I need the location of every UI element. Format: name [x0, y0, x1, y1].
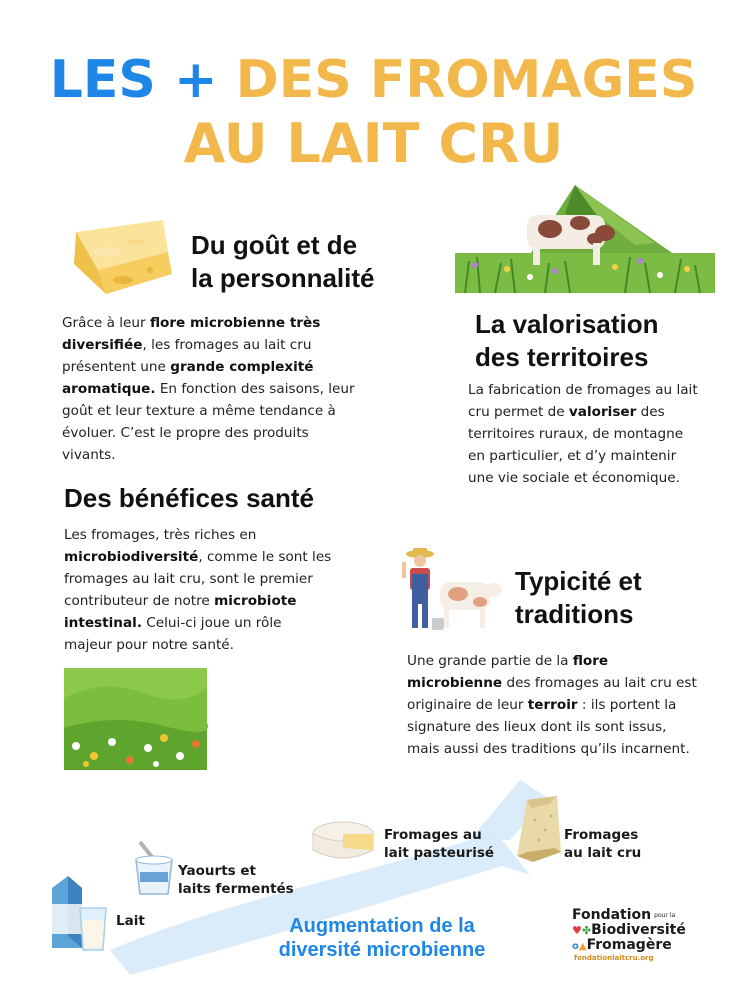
camembert-icon	[310, 818, 376, 866]
text: Grâce à leur	[62, 315, 150, 331]
emphasis: flore microbienne	[407, 653, 609, 691]
mountain-pasture-cow-icon	[455, 183, 715, 293]
heading-gout-line1: Du goût et de	[191, 230, 358, 260]
heading-territoires-line1: La valorisation	[475, 309, 659, 339]
logo-biodiversite-text: Biodiversité	[591, 922, 686, 938]
circle-icon: o	[572, 941, 579, 952]
heading-territoires-line2: des territoires	[475, 342, 649, 372]
logo-line3	[572, 938, 686, 954]
logo-url[interactable]: fondationlaitcru.org	[574, 954, 654, 962]
raw-cheese-wedge-icon	[515, 796, 565, 864]
page-title-line2: AU LAIT CRU	[183, 112, 564, 175]
emphasis: valoriser	[568, 404, 637, 420]
title-plus: +	[173, 50, 218, 110]
label-yaourts-line1: Yaourts et	[178, 863, 256, 879]
text: , les fromages au lait cru présentent une	[62, 337, 312, 375]
label-augmentation-line2: diversité microbienne	[278, 939, 486, 961]
emphasis: flore microbienne très diversifiée	[62, 315, 321, 353]
page-title-line1	[0, 50, 747, 110]
emphasis: microbiote intestinal.	[64, 593, 297, 631]
emphasis: terroir	[527, 697, 578, 713]
milk-glass-icon	[78, 906, 108, 952]
label-laitcru	[564, 826, 641, 862]
logo-line2	[572, 923, 686, 938]
heart-icon: ♥	[572, 924, 582, 937]
logo-fondation[interactable]	[572, 908, 686, 963]
title-des-fromages: DES FROMAGES	[235, 50, 698, 110]
yogurt-cup-icon	[132, 840, 176, 896]
label-pasteurise-line1: Fromages au	[384, 827, 482, 843]
text: : ils portent la signature des lieux dont ils sont issus, mais aussi des traditions qu’ils incarnent.	[407, 697, 690, 757]
heading-sante: Des bénéfices santé	[64, 483, 315, 513]
label-augmentation-line1: Augmentation de la	[289, 915, 475, 937]
text: Les fromages, très riches en	[64, 527, 257, 543]
label-augmentation	[258, 914, 506, 962]
heading-gout-line2: la personnalité	[191, 263, 375, 293]
logo-fondation-text: Fondation	[572, 907, 652, 923]
text: Celui-ci joue un rôle majeur pour notre santé.	[64, 615, 282, 653]
heading-typicite-line2: traditions	[515, 599, 634, 629]
heading-typicite-line1: Typicité et	[515, 566, 642, 596]
heading-gout	[191, 229, 375, 295]
paragraph-typicite	[407, 650, 699, 760]
title-les: LES	[49, 50, 156, 110]
paragraph-territoires	[468, 379, 698, 489]
label-pasteurise	[384, 826, 494, 862]
emphasis: grande complexité aromatique.	[62, 359, 314, 397]
flower-meadow-icon	[64, 668, 207, 770]
label-yaourts-line2: laits fermentés	[178, 881, 294, 897]
text: La fabrication de fromages au lait cru permet de	[468, 382, 698, 420]
text: En fonction des saisons, leur goût et leur texture a même tendance à évoluer. C’est le propre des produits vivants.	[62, 381, 355, 463]
cheese-wedge-icon	[68, 212, 178, 297]
triangle-icon: ▲	[578, 941, 587, 952]
paragraph-sante	[64, 524, 332, 656]
logo-fromagere-text: Fromagère	[586, 937, 672, 953]
label-laitcru-line2: au lait cru	[564, 845, 642, 861]
label-lait: Lait	[116, 913, 145, 929]
label-laitcru-line1: Fromages	[564, 827, 639, 843]
label-yaourts	[178, 862, 294, 898]
text: Une grande partie de la	[407, 653, 573, 669]
logo-pour-text: pour la	[654, 912, 676, 919]
text: des fromages au lait cru est originaire de leur	[407, 675, 697, 713]
farmer-cow-icon	[398, 548, 502, 634]
emphasis: microbiodiversité	[64, 549, 199, 565]
clover-icon: ✤	[581, 924, 592, 937]
logo-line1	[572, 908, 686, 923]
text: , comme le sont les fromages au lait cru, sont le premier contributeur de notre	[64, 549, 332, 609]
heading-territoires	[475, 308, 659, 374]
text: des territoires ruraux, de montagne en particulier, et d’y maintenir une vie sociale et économique.	[468, 404, 684, 486]
label-pasteurise-line2: lait pasteurisé	[384, 845, 495, 861]
paragraph-gout	[62, 312, 362, 466]
heading-typicite	[515, 565, 642, 631]
